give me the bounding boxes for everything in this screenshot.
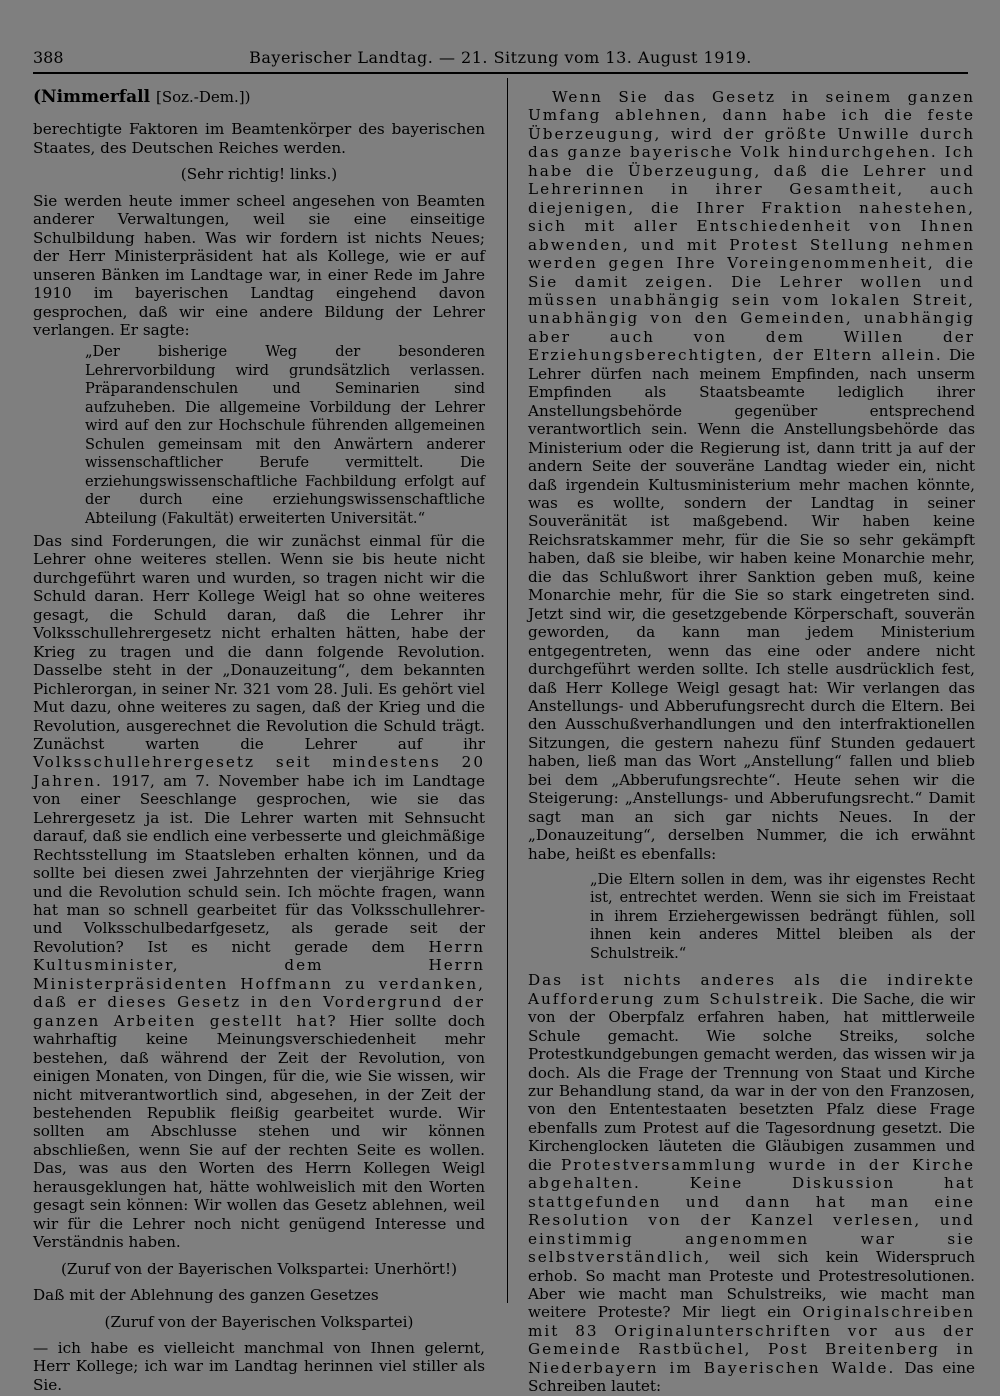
- spaced-emphasis: Volksschullehrergesetz seit mindestens 20 Jahren.: [33, 753, 485, 790]
- paragraph: — ich habe es vielleicht manchmal von Ihnen gelernt, Herr Kollege; ich war im Landtag herinnen viel stiller als Sie.: [33, 1339, 485, 1394]
- paragraph: Sie werden heute immer scheel angesehen von Beamten anderer Verwaltungen, weil sie eine einseitige Schulbildung haben. Was wir fordern ist nichts Neues; der Herr Ministerpräsident hat als Kollege, wie er auf unseren Bänken im Landtage war, in einer Rede im Jahre 1910 im bayerischen Landtag eingehend davon gesprochen, daß wir eine andere Bildung der Lehrer verlangen. Er sagte:: [33, 191, 485, 339]
- paragraph-text: Hier sollte doch wahrhaftig keine Meinungsverschiedenheit mehr bestehen, daß während der Zeit der Revolution, von einigen Monaten, von Dingen, für die, wie Sie wissen, wir nicht mitverantwortlich sind, abgesehen, in der Zeit der bestehenden Republik fleißig gearbeitet wurde. Wir sollten am Abschlusse stehen und wir können abschließen, wenn Sie auf der rechten Seite es wollen. Das, was aus den Worten des Herrn Kollegen Weigl herausgeklungen hat, hätte wohlweislich mit den Worten gesagt sein können: Wir wollen das Gesetz ablehnen, weil wir für die Lehrer noch nicht genügend Interesse und Verständnis haben.: [33, 1011, 485, 1252]
- left-column: [33, 88, 485, 1394]
- paragraph: berechtigte Faktoren im Beamtenkörper des bayerischen Staates, des Deutschen Reiches werden.: [33, 120, 485, 157]
- paragraph: Daß mit der Ablehnung des ganzen Gesetzes: [33, 1286, 379, 1305]
- paragraph: [528, 88, 975, 863]
- page-number: 388: [33, 48, 64, 67]
- spaced-emphasis: Das ist nichts anderes als die indirekte Aufforderung zum Schulstreik.: [528, 971, 975, 1008]
- speaker-heading: [33, 88, 485, 106]
- paragraph-text: Das eine Schreiben lautet:: [528, 1358, 975, 1396]
- interjection: (Zuruf von der Bayerischen Volkspartei): [104, 1312, 414, 1331]
- page-header: [33, 46, 968, 74]
- block-quote: „Der bisherige Weg der besonderen Lehrervorbildung wird grundsätzlich verlassen. Präparandenschulen und Seminarien sind aufzuheben. Die allgemeine Vorbildung der Lehrer wird auf den zur Hochschule führenden allgemeinen Schulen gemeinsam mit den Anwärtern anderer wissenschaftlicher Berufe vermittelt. Die erziehungswissenschaftliche Fachbildung erfolgt auf der durch eine erziehungswissenschaftliche Abteilung (Fakultät) erweiterten Universität.“: [85, 343, 485, 527]
- interjection: (Sehr richtig! links.): [180, 165, 338, 184]
- block-quote: „Die Eltern sollen in dem, was ihr eigenstes Recht ist, entrechtet werden. Wenn sie sich im Freistaat in ihrem Erziehergewissen bedrängt fühlen, soll ihnen kein anderes Mittel bleiben als der Schulstreik.“: [590, 871, 975, 962]
- paragraph: [33, 532, 485, 1252]
- interjection: (Zuruf von der Bayerischen Volkspartei: Unerhört!): [60, 1259, 458, 1278]
- spaced-emphasis: Herrn Kultusminister, dem Herrn Ministerpräsidenten Hoffmann zu verdanken, daß er dieses Gesetz in den Vordergrund der ganzen Arbeiten gestellt hat?: [33, 937, 485, 1030]
- running-title: Bayerischer Landtag. — 21. Sitzung vom 13. August 1919.: [249, 48, 752, 67]
- paragraph-text: Die Lehrer dürfen nach meinem Empfinden, nach unserm Empfinden als Staatsbeamte lediglich ihrer Anstellungsbehörde gegenüber entsprechend verantwortlich sein. Wenn die Anstellungsbehörde das Ministerium oder die Regierung ist, dann tritt ja auf der andern Seite der souveräne Landtag wieder ein, nicht daß irgendein Kultusministerium mehr machen könnte, was es wollte, sondern der Landtag in seiner Souveränität ist maßgebend. Wir haben keine Reichsratskammer mehr, für die Sie so sehr gekämpft haben, daß sie bleibe, wir haben keine Monarchie mehr, die das Schlußwort ihrer Sanktion geben muß, keine Monarchie mehr, für die Sie so stark eingetreten sind. Jetzt sind wir, die gesetzgebende Körperschaft, souverän geworden, da kann man jedem Ministerium entgegentreten, wenn das eine oder andere nicht durchgeführt werden sollte. Ich stelle ausdrücklich fest, daß Herr Kollege Weigl gesagt hat: Wir verlangen das Anstellungs- und Abberufungsrecht durch die Eltern. Bei den Ausschußverhandlungen und den interfraktionellen Sitzungen, die gestern nahezu fünf Stunden gedauert haben, ließ man das Wort „Anstellung“ fallen und blieb bei dem „Abberufungsrechte“. Heute sehen wir die Steigerung: „Anstellungs- und Abberufungsrecht.“ Damit sagt man an sich gar nichts Neues. In der „Donauzeitung“, derselben Nummer, die ich erwähnt habe, heißt es ebenfalls:: [528, 346, 975, 863]
- paragraph-text: Das sind Forderungen, die wir zunächst einmal für die Lehrer ohne weiteres stellen. Wenn sie bis heute nicht durchgeführt waren und wurden, so tragen nicht wir die Schuld daran. Herr Kollege Weigl hat so ohne weiteres gesagt, die Schuld daran, daß die Lehrer ihr Volksschullehrergesetz nicht erhalten hätten, habe der Krieg zu tragen und die dann folgende Revolution. Dasselbe steht in der „Donauzeitung“, dem bekannten Pichlerorgan, in seiner Nr. 321 vom 28. Juli. Es gehört viel Mut dazu, ohne weiteres zu sagen, daß der Krieg und die Revolution, ausgerechnet die Revolution die Schuld trägt. Zunächst warten die Lehrer auf ihr: [33, 531, 485, 753]
- spaced-emphasis: Wenn Sie das Gesetz in seinem ganzen Umfang ablehnen, dann habe ich die feste Überzeugung, wird der größte Unwille durch das ganze bayerische Volk hindurchgehen. Ich habe die Überzeugung, daß die Lehrer und Lehrerinnen in ihrer Gesamtheit, auch diejenigen, die Ihrer Fraktion nahestehen, sich mit aller Entschiedenheit von Ihnen abwenden, und mit Protest Stellung nehmen werden gegen Ihre Voreingenommenheit, die Sie damit zeigen. Die Lehrer wollen und müssen unabhängig sein vom lokalen Streit, unabhängig von den Gemeinden, unabhängig aber auch von dem Willen der Erziehungsberechtigten, der Eltern allein.: [528, 88, 975, 365]
- speaker-party: [Soz.-Dem.]): [155, 88, 251, 106]
- right-column: [528, 88, 975, 1396]
- paragraph-text: Die Sache, die wir von der Oberpfalz erfahren haben, hat mittlerweile Schule gemacht. Wie solche Streiks, solche Protestkundgebungen gemacht werden, das wissen wir ja doch. Als die Frage der Trennung von Staat und Kirche zur Behandlung stand, da war in der von den Franzosen, von den Ententestaaten besetzten Pfalz diese Frage ebenfalls zum Protest auf die Tagesordnung gesetzt. Die Kirchenglocken läuteten die Gläubigen zusammen und die: [528, 989, 975, 1174]
- paragraph-text: weil sich kein Widerspruch erhob. So macht man Proteste und Protestresolutionen. Aber wie macht man Schulstreiks, wie macht man weitere Proteste? Mir liegt ein: [528, 1248, 975, 1322]
- spaced-emphasis: Protestversammlung wurde in der Kirche abgehalten. Keine Diskussion hat stattgefunden und dann hat man eine Resolution von der Kanzel verlesen, und einstimmig angenommen war sie selbstverständlich,: [528, 1155, 975, 1267]
- speaker-name: (Nimmerfall: [33, 87, 151, 107]
- column-divider: [507, 78, 508, 1303]
- paragraph-text: 1917, am 7. November habe ich im Landtage von einer Seeschlange gesprochen, wie sie das Lehrergesetz ja ist. Die Lehrer warten mit Sehnsucht darauf, daß sie endlich eine verbesserte und gleichmäßige Rechtsstellung im Staatsleben erhalten können, und da sollte bei diesen zwei Jahrzehnten der vierjährige Krieg und die Revolution schuld sein. Ich möchte fragen, wann hat man so schnell gearbeitet für das Volksschullehrer- und Volksschulbedarfgesetz, als gerade seit der Revolution? Ist es nicht gerade dem: [33, 771, 485, 956]
- paragraph: [528, 971, 975, 1395]
- spaced-emphasis: Originalschreiben mit 83 Originalunterschriften vor aus der Gemeinde Rastbüchel, Post Breitenberg in Niederbayern im Bayerischen Walde.: [528, 1303, 975, 1377]
